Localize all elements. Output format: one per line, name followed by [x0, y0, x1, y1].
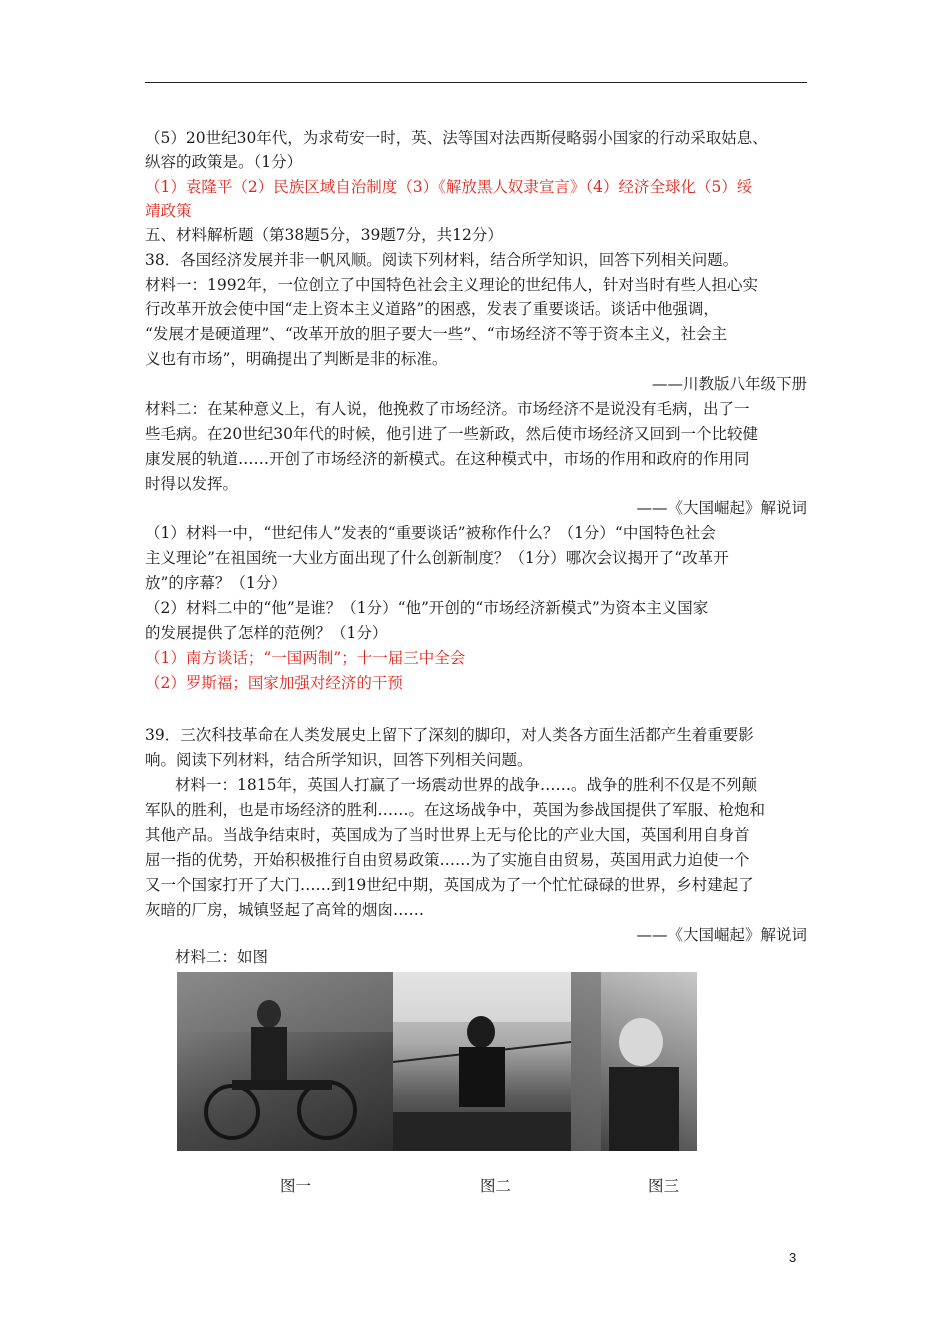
q39-material1-source: ——《大国崛起》解说词: [636, 926, 807, 944]
q39-material2-label: 材料二：如图: [175, 948, 269, 966]
q39-material1-line-1: 材料一：1815年，英国人打赢了一场震动世界的战争……。战争的胜利不仅是不列颠: [175, 776, 757, 794]
q38-answer-1: （1）南方谈话；“一国两制”；十一届三中全会: [145, 649, 466, 667]
q38-sub1-line-1: （1）材料一中，“世纪伟人”发表的“重要谈话”被称作什么？（1分）“中国特色社会: [145, 524, 716, 542]
q38-material1-line-1: 材料一：1992年，一位创立了中国特色社会主义理论的世纪伟人，针对当时有些人担心实: [145, 276, 758, 294]
section-heading: 五、材料解析题（第38题5分，39题7分，共12分）: [145, 226, 503, 244]
q39-stem-line-2: 响。阅读下列材料，结合所学知识，回答下列相关问题。: [145, 751, 533, 769]
photo-strip: [177, 972, 697, 1151]
q38-sub2-line-2: 的发展提供了怎样的范例？（1分）: [145, 624, 388, 642]
q38-material2-line-4: 时得以发挥。: [145, 475, 239, 493]
photo-aviator: [393, 972, 571, 1151]
q38-stem: 38．各国经济发展并非一帆风顺。阅读下列材料，结合所学知识，回答下列相关问题。: [145, 251, 739, 269]
q38-material1-source: ——川教版八年级下册: [651, 375, 807, 393]
answer-line-1: （1）袁隆平（2）民族区域自治制度（3）《解放黑人奴隶宣言》（4）经济全球化（5）绥: [145, 178, 753, 196]
q38-answer-2: （2）罗斯福；国家加强对经济的干预: [145, 674, 403, 692]
q38-sub1-line-2: 主义理论”在祖国统一大业方面出现了什么创新制度？（1分）哪次会议揭开了“改革开: [145, 549, 729, 567]
aviator-photo-illustration: [393, 972, 571, 1151]
q39-material1-line-2: 军队的胜利，也是市场经济的胜利……。在这场战争中，英国为参战国提供了军服、枪炮和: [145, 801, 766, 819]
figure-caption-2: 图二: [480, 1177, 512, 1195]
q38-material1-line-4: 义也有市场”，明确提出了判断是非的标准。: [145, 350, 448, 368]
q39-material1-line-6: 灰暗的厂房，城镇竖起了高耸的烟囱……: [145, 901, 425, 919]
page-number: 3: [789, 1250, 797, 1265]
q39-material1-line-3: 其他产品。当战争结束时，英国成为了当时世界上无与伦比的产业大国，英国利用自身首: [145, 826, 750, 844]
photo-edison: [571, 972, 697, 1151]
q38-material2-line-1: 材料二：在某种意义上，有人说，他挽救了市场经济。市场经济不是说没有毛病，出了一: [145, 400, 750, 418]
header-rule: [145, 82, 807, 83]
figure-caption-1: 图一: [280, 1177, 312, 1195]
q39-material1-line-5: 又一个国家打开了大门……到19世纪中期，英国成为了一个忙忙碌碌的世界，乡村建起了: [145, 876, 754, 894]
photo-car-inventor: [177, 972, 393, 1151]
q38-sub2-line-1: （2）材料二中的“他”是谁？（1分）“他”开创的“市场经济新模式”为资本主义国家: [145, 599, 709, 617]
q38-material2-source: ——《大国崛起》解说词: [636, 499, 807, 517]
answer-line-2: 靖政策: [145, 202, 192, 220]
q38-material1-line-3: “发展才是硬道理”、“改革开放的胆子要大一些”、“市场经济不等于资本主义，社会主: [145, 325, 728, 343]
figure-caption-3: 图三: [648, 1177, 680, 1195]
q39-stem-line-1: 39．三次科技革命在人类发展史上留下了深刻的脚印，对人类各方面生活都产生着重要影: [145, 726, 754, 744]
q5-text-line-2: 纵容的政策是。（1分）: [145, 153, 303, 171]
q38-material1-line-2: 行改革开放会使中国“走上资本主义道路”的困惑，发表了重要谈话。谈话中他强调，: [145, 300, 719, 318]
q38-sub1-line-3: 放”的序幕？（1分）: [145, 574, 287, 592]
edison-photo-illustration: [571, 972, 697, 1151]
q5-text-line-1: （5）20世纪30年代，为求苟安一时，英、法等国对法西斯侵略弱小国家的行动采取姑息、: [145, 129, 768, 147]
q38-material2-line-3: 康发展的轨道……开创了市场经济的新模式。在这种模式中，市场的作用和政府的作用同: [145, 450, 750, 468]
q39-material1-line-4: 屈一指的优势，开始积极推行自由贸易政策……为了实施自由贸易，英国用武力迫使一个: [145, 851, 750, 869]
car-photo-illustration: [177, 972, 393, 1151]
q38-material2-line-2: 些毛病。在20世纪30年代的时候，他引进了一些新政，然后使市场经济又回到一个比较健: [145, 425, 758, 443]
